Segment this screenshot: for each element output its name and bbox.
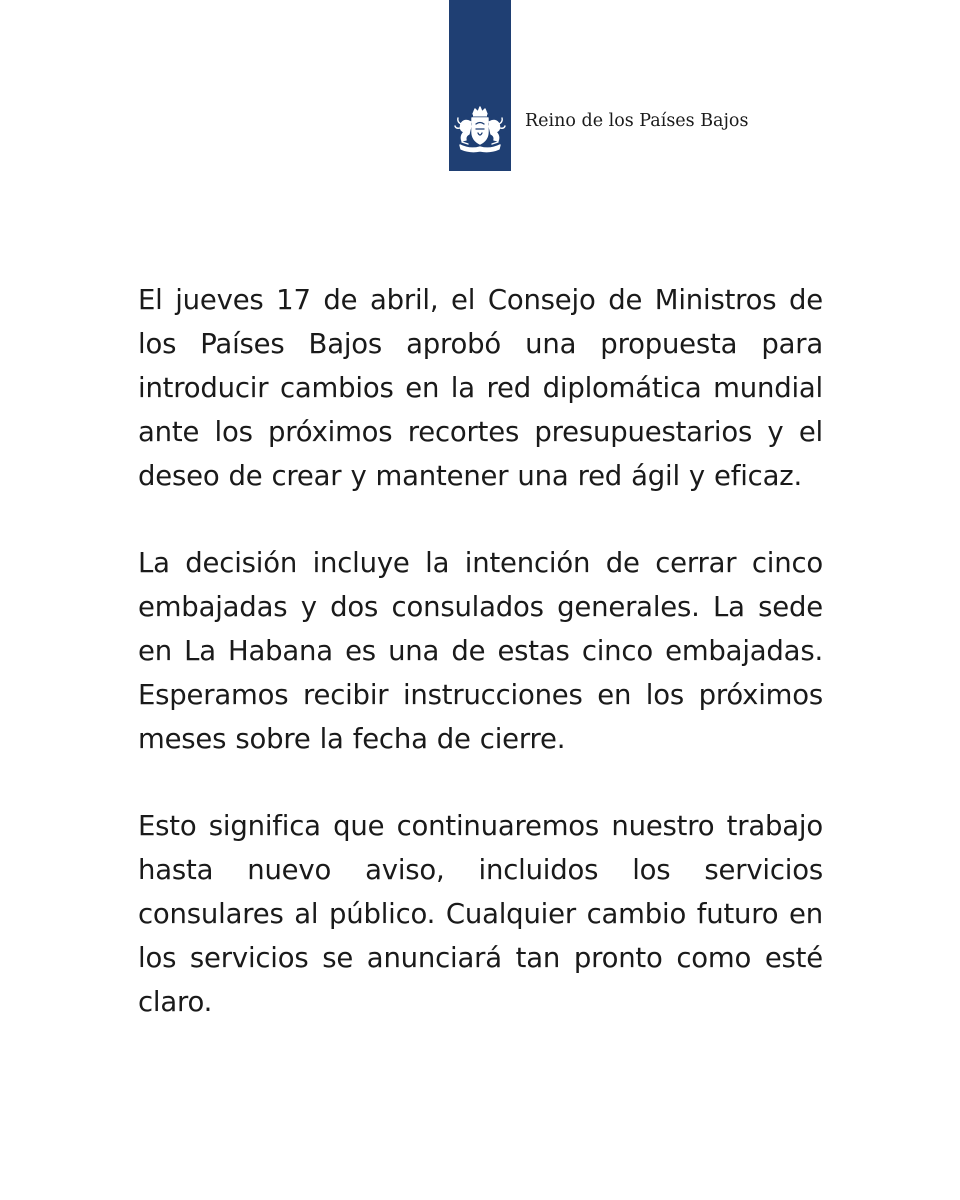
paragraph: El jueves 17 de abril, el Consejo de Ministros de los Países Bajos aprobó una propuesta para introducir cambios en la red diplomática mundial ante los próximos recortes presupuestarios y el deseo de crear y mantener una red ágil y eficaz. (138, 284, 823, 492)
logo-bar (449, 0, 511, 171)
brand-name: Reino de los Países Bajos (525, 111, 749, 131)
paragraph: La decisión incluye la intención de cerrar cinco embajadas y dos consulados generales. La sede en La Habana es una de estas cinco embajadas. Esperamos recibir instrucciones en los próximos meses sobre la fecha de cierre. (138, 547, 823, 755)
paragraph: Esto significa que continuaremos nuestro trabajo hasta nuevo aviso, incluidos los servicios consulares al público. Cualquier cambio futuro en los servicios se anunciará tan pronto como esté claro. (138, 810, 823, 1018)
royal-coat-of-arms-icon (452, 104, 508, 158)
announcement-body (138, 278, 823, 1067)
